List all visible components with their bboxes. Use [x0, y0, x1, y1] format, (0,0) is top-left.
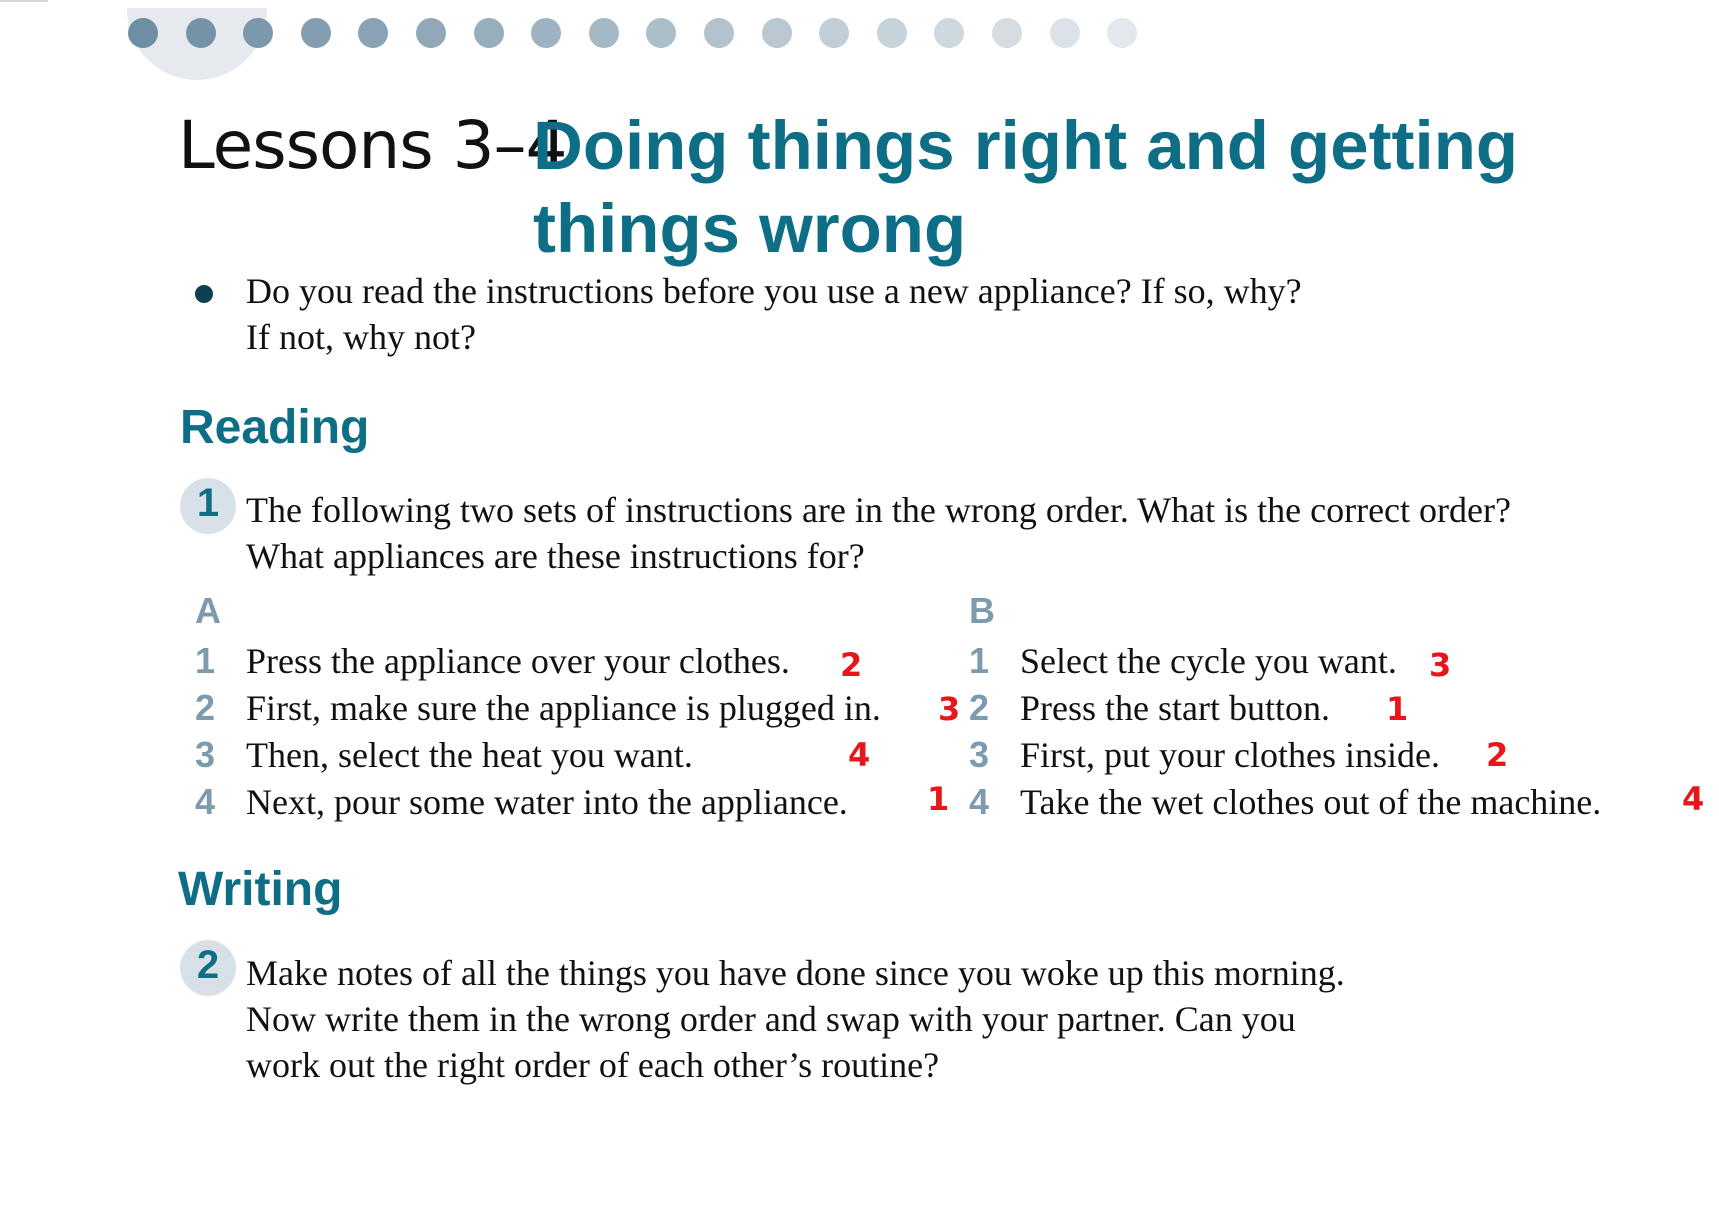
decorative-dot	[358, 18, 388, 48]
exercise-2-badge: 2	[180, 940, 236, 996]
decorative-dot	[762, 18, 792, 48]
set-b-item-4-text: Take the wet clothes out of the machine.	[1020, 782, 1602, 822]
decorative-dot	[992, 18, 1022, 48]
set-a-item-1-number: 1	[195, 640, 216, 681]
top-rule	[0, 0, 48, 2]
decorative-dot	[1107, 18, 1137, 48]
set-a-item-4-text: Next, pour some water into the appliance.	[246, 782, 848, 822]
set-a-item-4-answer: 1	[927, 780, 950, 818]
set-a-item-2-answer: 3	[938, 690, 961, 728]
set-a-item-1-answer: 2	[840, 646, 863, 684]
set-b-item-2-number: 2	[969, 687, 990, 728]
set-a-item-2-text: First, make sure the appliance is plugged in.	[246, 688, 881, 728]
reading-heading: Reading	[180, 401, 370, 454]
decorative-dot	[934, 18, 964, 48]
set-b-item-4-answer: 4	[1682, 780, 1705, 818]
intro-line-2: If not, why not?	[246, 317, 476, 357]
set-a-item-1-text: Press the appliance over your clothes.	[246, 641, 790, 681]
decorative-dot	[243, 18, 273, 48]
exercise-2-line-3: work out the right order of each other’s routine?	[246, 1045, 940, 1085]
page-title	[533, 106, 1518, 269]
decorative-dot	[186, 18, 216, 48]
exercise-1-line-2: What appliances are these instructions for?	[246, 536, 865, 576]
decorative-dot	[301, 18, 331, 48]
set-a-label: A	[195, 590, 221, 631]
decorative-dot	[416, 18, 446, 48]
set-a-item-3-text: Then, select the heat you want.	[246, 735, 693, 775]
intro-line-1: Do you read the instructions before you use a new appliance? If so, why?	[246, 271, 1302, 311]
decorative-dot	[531, 18, 561, 48]
page-title-line-1: Doing things right and getting	[533, 107, 1519, 184]
lesson-prefix: Lessons 3–4	[178, 107, 567, 184]
decorative-dot	[1050, 18, 1080, 48]
decorative-dot	[877, 18, 907, 48]
exercise-2-line-2: Now write them in the wrong order and swap with your partner. Can you	[246, 999, 1296, 1039]
exercise-1-line-1: The following two sets of instructions are in the wrong order. What is the correct order?	[246, 490, 1511, 530]
set-b-item-2-answer: 1	[1386, 690, 1409, 728]
decorative-dot	[704, 18, 734, 48]
set-b-label: B	[969, 590, 995, 631]
set-b-item-1-number: 1	[969, 640, 990, 681]
decorative-dot	[474, 18, 504, 48]
page-title-line-2: things wrong	[533, 190, 967, 267]
exercise-2-line-1: Make notes of all the things you have done since you woke up this morning.	[246, 953, 1345, 993]
exercise-1-badge: 1	[180, 478, 236, 534]
decorative-dot	[128, 18, 158, 48]
set-b-item-4-number: 4	[969, 781, 990, 822]
set-a-item-3-answer: 4	[848, 736, 871, 774]
set-a-item-4-number: 4	[195, 781, 216, 822]
set-b-item-2-text: Press the start button.	[1020, 688, 1330, 728]
set-b-item-3-number: 3	[969, 734, 990, 775]
decorative-dot	[819, 18, 849, 48]
set-b-item-1-answer: 3	[1429, 646, 1452, 684]
set-b-item-3-text: First, put your clothes inside.	[1020, 735, 1440, 775]
set-b-item-3-answer: 2	[1486, 736, 1509, 774]
decorative-dot	[589, 18, 619, 48]
bullet-icon	[195, 285, 213, 303]
set-a-item-3-number: 3	[195, 734, 216, 775]
writing-heading: Writing	[178, 863, 343, 916]
set-a-item-2-number: 2	[195, 687, 216, 728]
decorative-dot	[646, 18, 676, 48]
set-b-item-1-text: Select the cycle you want.	[1020, 641, 1397, 681]
